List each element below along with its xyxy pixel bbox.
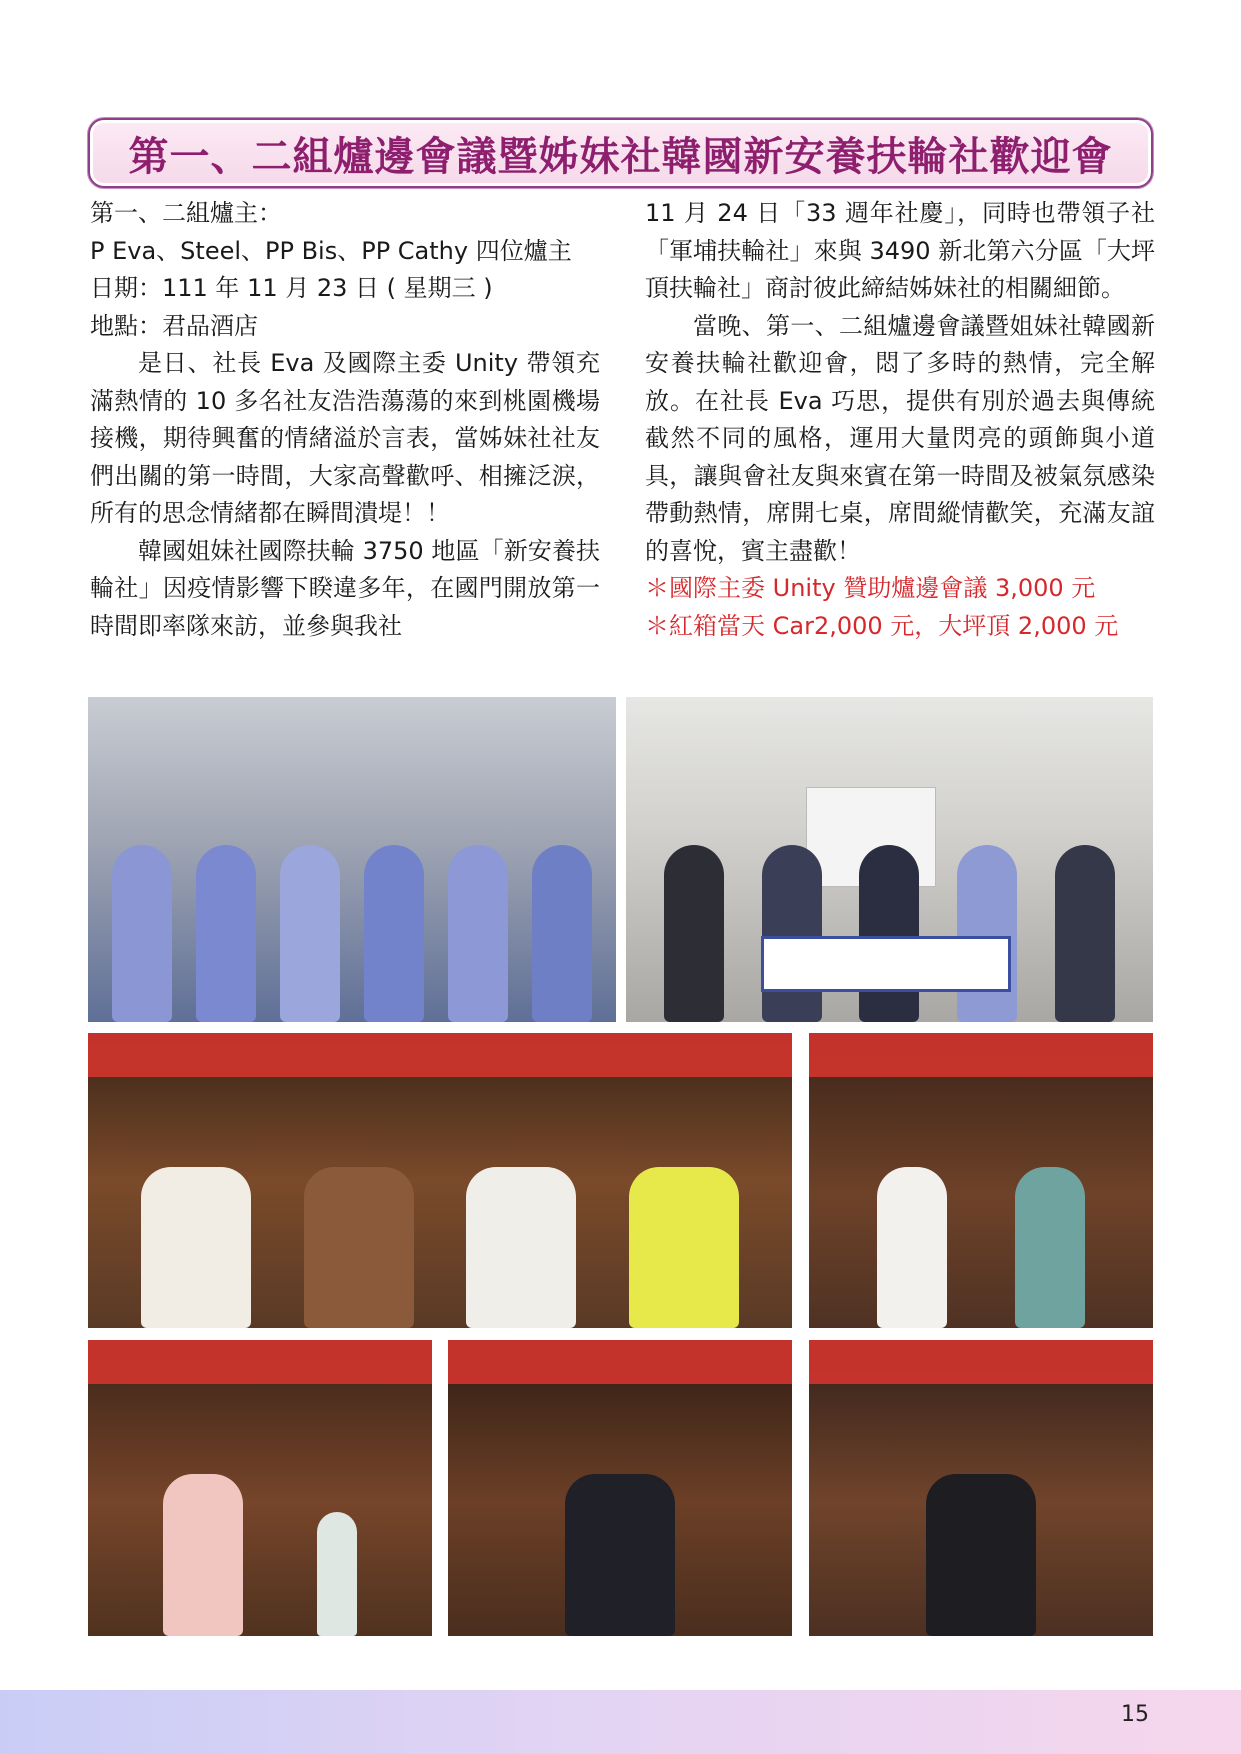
airport-group-photo [88,697,616,1022]
right-column [645,195,1155,645]
paragraph: 韓國姐妹社國際扶輪 3750 地區「新安養扶輪社」因疫情影響下睽違多年，在國門開放第一時間即率隊來訪，並參與我社 [90,536,600,640]
paragraph: 11 月 24 日「33 週年社慶」，同時也帶領子社「軍埔扶輪社」來與 3490 新北第六分區「大坪頂扶輪社」商討彼此締結姊妹社的相關細節。 [645,199,1155,302]
paragraph: 是日、社長 Eva 及國際主委 Unity 帶領充滿熱情的 10 多名社友浩浩蕩蕩的來到桃園機場接機，期待興奮的情緒溢於言表，當姊妹社社友們出關的第一時間，大家高聲歡呼、相擁泛淚，所有的思念情緒都在瞬間潰堤！！ [90,349,600,527]
left-column [90,195,600,645]
event-date: 日期：111 年 11 月 23 日 ( 星期三 ) [90,274,493,302]
donation-note: ＊紅箱當天 Car2,000 元，大坪頂 2,000 元 [645,611,1119,640]
event-banner [448,1340,792,1384]
page-number: 15 [1121,1702,1149,1727]
event-banner [809,1033,1153,1077]
airport-banner-photo [626,697,1153,1022]
speaker-photo [809,1340,1153,1636]
event-banner [88,1340,432,1384]
page-title: 第一、二組爐邊會議暨姊妹社韓國新安養扶輪社歡迎會 [128,133,1113,180]
visiting-group-banner [761,936,1011,992]
footer-band [0,1690,1241,1754]
event-banner [88,1033,792,1077]
sponsor-note: ＊國際主委 Unity 贊助爐邊會議 3,000 元 [645,574,1096,602]
event-location: 地點：君品酒店 [90,311,258,340]
hosts-label: 第一、二組爐主： [90,199,282,227]
speaker-photo [88,1340,432,1636]
event-banner [809,1340,1153,1384]
paragraph: 當晚、第一、二組爐邊會議暨姐妹社韓國新安養扶輪社歡迎會，悶了多時的熱情，完全解放。在社長 Eva 巧思，提供有別於過去與傳統截然不同的風格，運用大量閃亮的頭飾與小道具，讓與會社友與來賓在第一時間及被氣氛感染帶動熱情，席開七桌，席間縱情歡笑，充滿友誼的喜悅，賓主盡歡！ [645,311,1155,565]
stage-four-hosts-photo [88,1033,792,1328]
stage-two-hosts-photo [809,1033,1153,1328]
title-box [88,118,1153,188]
speaker-photo [448,1340,792,1636]
hosts-list: P Eva、Steel、PP Bis、PP Cathy 四位爐主 [90,236,572,265]
